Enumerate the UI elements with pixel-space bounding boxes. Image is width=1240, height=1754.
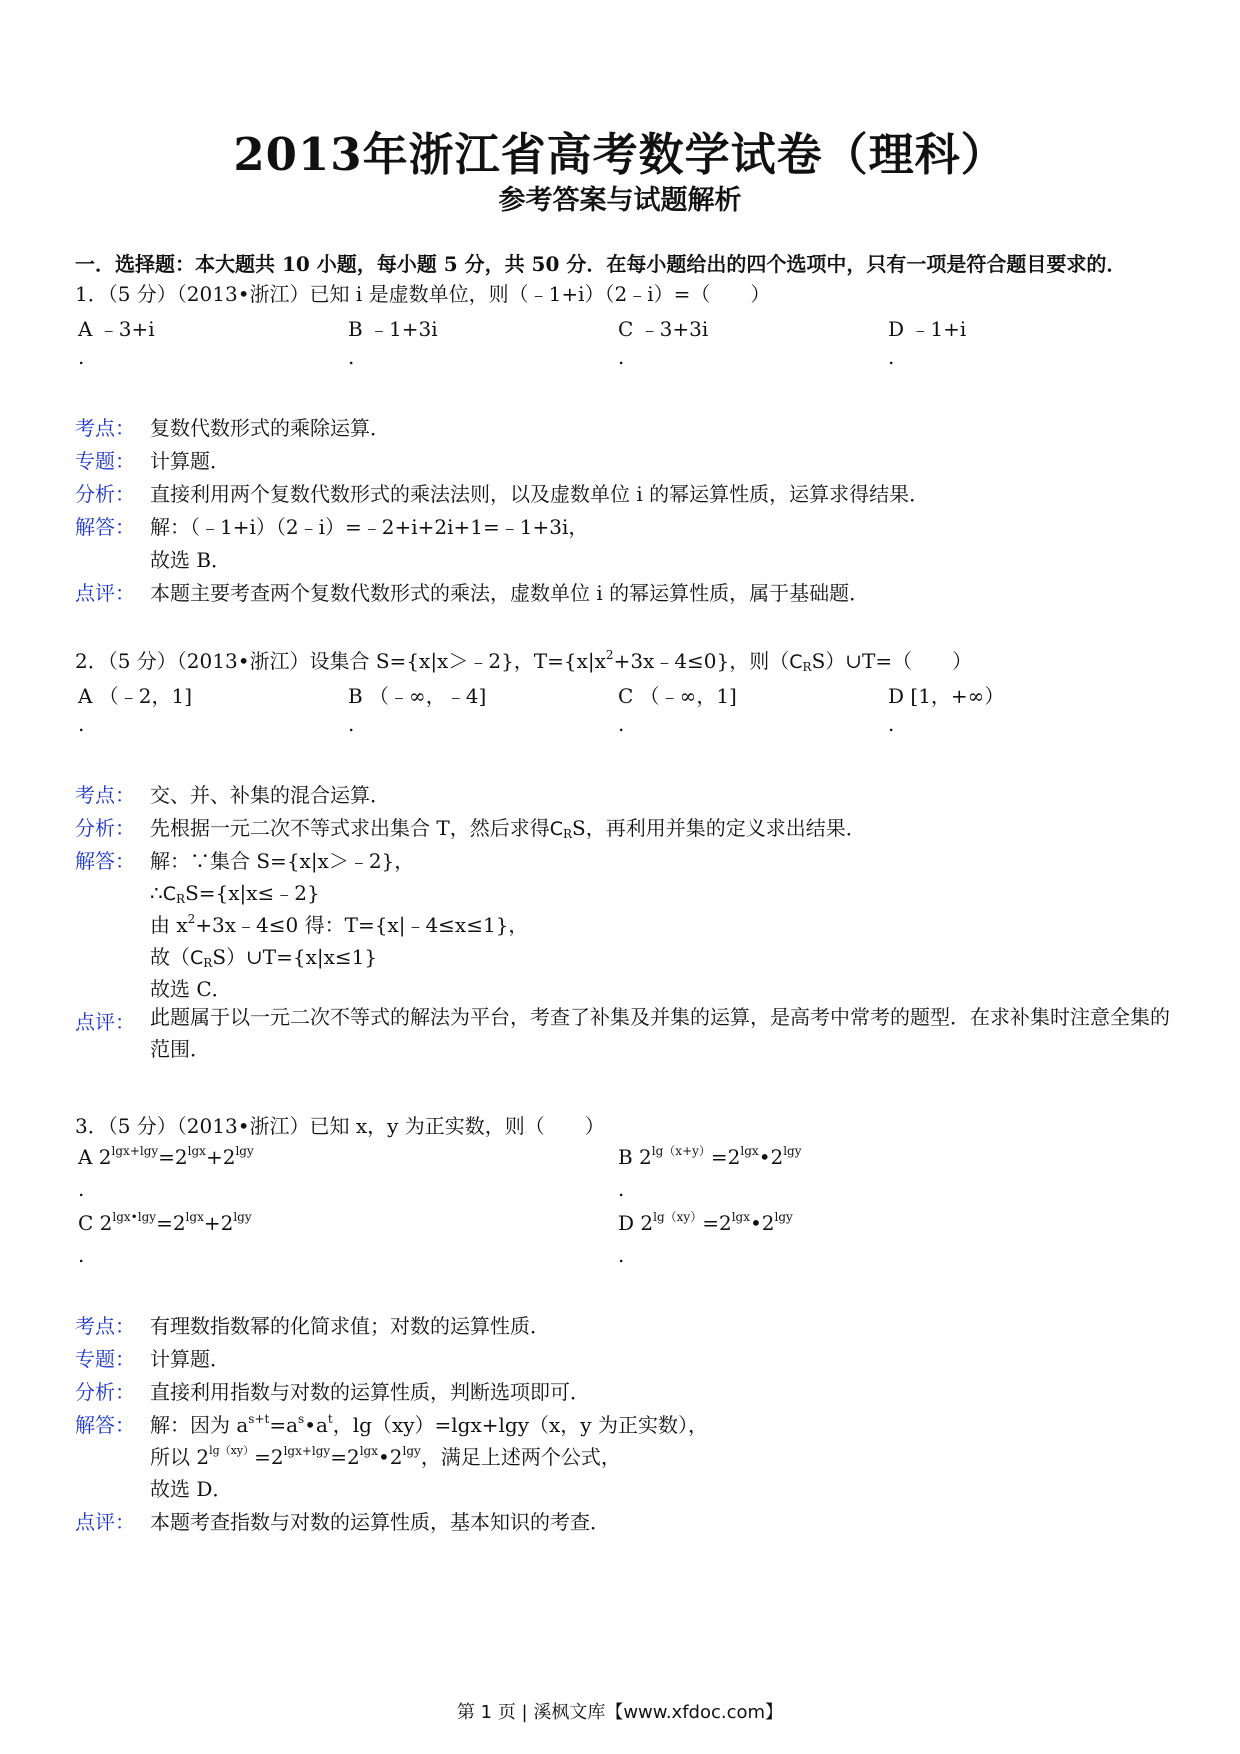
- jieda-label: 解答：: [75, 1413, 135, 1437]
- q2-option-a: A （﹣2，1]: [78, 684, 193, 708]
- q2-fenxi-part-b: S，再利用并集的定义求出结果．: [572, 816, 866, 840]
- q3-jieda-line-1: 解：因为 $a^{s+t}=a^s•a^t$，lg（xy）=lgx+lgy（x，y 为正实数），: [150, 1412, 708, 1437]
- dianping-label: 点评：: [75, 1010, 135, 1034]
- q2-jieda-line-4-b: S）∪T={x|x≤1}: [212, 945, 378, 969]
- question-3-stem: 3．（5 分）（2013•浙江）已知 x，y 为正实数，则（ ）: [75, 1114, 605, 1138]
- option-dot: .: [78, 1243, 85, 1267]
- complement-symbol: C: [190, 947, 204, 969]
- q3-fenxi-text: 直接利用指数与对数的运算性质，判断选项即可．: [150, 1380, 590, 1404]
- q3-kaodian-text: 有理数指数幂的化简求值；对数的运算性质．: [150, 1314, 550, 1338]
- q2-option-b: B （﹣∞，﹣4]: [348, 684, 487, 708]
- q3-jieda-line-1-b: ，lg（xy）=lgx+lgy（x，y 为正实数），: [332, 1413, 708, 1437]
- q2-jieda-line-4: 故$(C_RS)\cup T=\{x|x\le 1\}$: [150, 945, 378, 970]
- q2-fenxi-part-a: 先根据一元二次不等式求出集合 T，然后求得: [150, 816, 550, 840]
- page-footer: 第 1 页 | 溪枫文库【www.xfdoc.com】: [456, 1702, 784, 1723]
- q1-kaodian-text: 复数代数形式的乘除运算．: [150, 416, 390, 440]
- kaodian-label: 考点：: [75, 416, 135, 440]
- q1-option-b: B ﹣1+3i: [348, 317, 438, 341]
- q3-option-d: D $2^{lg(xy)}=2^{lgx}•2^{lgy}$: [618, 1210, 793, 1235]
- q1-jieda-line-1: 解：（﹣1+i）（2﹣i）=﹣2+i+2i+1=﹣1+3i，: [150, 515, 589, 539]
- q3-jieda-line-3: 故选 D．: [150, 1477, 233, 1501]
- q2-jieda-line-2: $\therefore C_RS=\{x|x\le﹣2\}$: [150, 881, 320, 906]
- q2-jieda-line-1: 解：∵集合 S={x|x＞﹣2}，: [150, 849, 415, 873]
- option-dot: .: [348, 712, 355, 736]
- complement-symbol: C: [789, 651, 803, 673]
- q1-zhuanti-text: 计算题．: [150, 449, 230, 473]
- kaodian-label: 考点：: [75, 1314, 135, 1338]
- q2-jieda-line-3-a: 由 x: [150, 913, 188, 937]
- q1-jieda-line-2: 故选 B．: [150, 548, 232, 572]
- zhuanti-label: 专题：: [75, 1347, 135, 1371]
- complement-symbol: C: [162, 883, 177, 905]
- fenxi-label: 分析：: [75, 482, 135, 506]
- option-dot: .: [618, 1177, 625, 1201]
- page-subtitle: 参考答案与试题解析: [498, 185, 742, 216]
- q1-option-c: C ﹣3+3i: [618, 317, 709, 341]
- q3-jieda-line-2-b: ，满足上述两个公式，: [420, 1445, 621, 1469]
- q2-kaodian-text: 交、并、补集的混合运算．: [150, 783, 390, 807]
- q2-jieda-line-2-text: S={x|x≤﹣2}: [185, 881, 320, 905]
- question-2-stem: 2．（5 分）（2013•浙江）设集合 S={x|x＞﹣2}，$T=\{x|x^2+3x﹣4\le 0\}$，则$(C_RS)\cup T=$（ ）: [75, 648, 973, 674]
- q3-zhuanti-text: 计算题．: [150, 1347, 230, 1371]
- option-dot: .: [618, 345, 625, 369]
- dianping-label: 点评：: [75, 1510, 135, 1534]
- q1-option-d: D ﹣1+i: [888, 317, 967, 341]
- q1-dianping-text: 本题主要考查两个复数代数形式的乘法，虚数单位 i 的幂运算性质，属于基础题．: [150, 581, 870, 605]
- question-1-stem: 1．（5 分）（2013•浙江）已知 i 是虚数单位，则（﹣1+i）（2﹣i）=（ ）: [75, 282, 771, 306]
- q3-option-c: C $2^{lgx•lgy}=2^{lgx}+2^{lgy}$: [78, 1210, 252, 1235]
- option-dot: .: [888, 712, 895, 736]
- q2-jieda-line-5: 故选 C．: [150, 977, 232, 1001]
- fenxi-label: 分析：: [75, 1380, 135, 1404]
- q3-jieda-line-2: 所以 $2^{lg(xy)}=2^{lgx+lgy}=2^{lgx}•2^{lgy}$，满足上述两个公式，: [150, 1444, 621, 1469]
- kaodian-label: 考点：: [75, 783, 135, 807]
- zhuanti-label: 专题：: [75, 449, 135, 473]
- option-dot: .: [348, 345, 355, 369]
- q2-stem-part-b: +3x﹣4≤0}，则（: [613, 649, 790, 673]
- option-dot: .: [78, 712, 85, 736]
- jieda-label: 解答：: [75, 849, 135, 873]
- jieda-label: 解答：: [75, 515, 135, 539]
- option-dot: .: [78, 345, 85, 369]
- q2-fenxi-text: 先根据一元二次不等式求出集合 T，然后求得$C_RS$，再利用并集的定义求出结果．: [150, 816, 866, 841]
- option-dot: .: [618, 1243, 625, 1267]
- q2-jieda-line-4-a: 故（: [150, 945, 190, 969]
- option-dot: .: [78, 1177, 85, 1201]
- q2-option-c: C （﹣∞，1]: [618, 684, 737, 708]
- section-heading: 一．选择题：本大题共 10 小题，每小题 5 分，共 50 分．在每小题给出的四个选项中，只有一项是符合题目要求的．: [75, 252, 1127, 276]
- q2-stem-part-a: 2．（5 分）（2013•浙江）设集合 S={x|x＞﹣2}，T={x|x: [75, 649, 606, 673]
- q2-jieda-line-3-b: +3x﹣4≤0 得：T={x|﹣4≤x≤1}，: [195, 913, 529, 937]
- q2-stem-part-c: S）∪T=（ ）: [811, 649, 973, 673]
- option-dot: .: [618, 712, 625, 736]
- q3-dianping-text: 本题考查指数与对数的运算性质，基本知识的考查．: [150, 1510, 610, 1534]
- option-dot: .: [888, 345, 895, 369]
- q2-option-d: D [1，+∞）: [888, 684, 1005, 708]
- fenxi-label: 分析：: [75, 816, 135, 840]
- q1-fenxi-text: 直接利用两个复数代数形式的乘法法则，以及虚数单位 i 的幂运算性质，运算求得结果．: [150, 482, 930, 506]
- q1-option-a: A ﹣3+i: [78, 317, 155, 341]
- dianping-label: 点评：: [75, 581, 135, 605]
- q3-option-a: A $2^{lgx+lgy}=2^{lgx}+2^{lgy}$: [78, 1144, 254, 1169]
- q2-jieda-line-3: 由 $x^2+3x﹣4\le 0$ 得：T={x|﹣4≤x≤1}，: [150, 912, 529, 937]
- q2-dianping-text: 此题属于以一元二次不等式的解法为平台，考查了补集及并集的运算，是高考中常考的题型．在求补集时注意全集的范围．: [150, 1005, 1170, 1061]
- q3-option-b: B $2^{lg(x+y)}=2^{lgx}•2^{lgy}$: [618, 1144, 802, 1169]
- complement-symbol: C: [549, 818, 563, 840]
- page-title: 2013年浙江省高考数学试卷（理科）: [233, 128, 1007, 181]
